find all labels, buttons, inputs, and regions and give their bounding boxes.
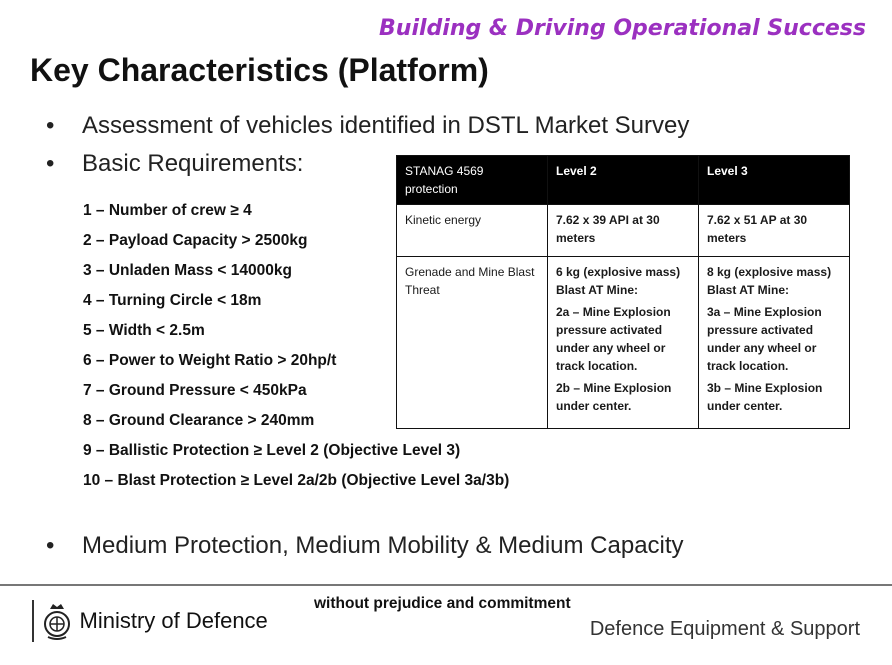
logo-divider: [32, 600, 34, 642]
cell-paragraph: 6 kg (explosive mass) Blast AT Mine:: [556, 265, 681, 297]
table-cell: [699, 257, 850, 429]
requirement-item: 10 – Blast Protection ≥ Level 2a/2b (Objective Level 3a/3b): [83, 472, 510, 489]
cell-paragraph: 2b – Mine Explosion under center.: [556, 381, 672, 413]
requirement-item: 8 – Ground Clearance > 240mm: [83, 412, 315, 429]
royal-crest-icon: [40, 601, 74, 641]
mod-name: Ministry of Defence: [79, 608, 268, 633]
page-title: Key Characteristics (Platform): [30, 52, 489, 88]
bullet-dot: •: [46, 150, 55, 177]
table-row: [397, 257, 850, 429]
table-cell: 7.62 x 39 API at 30 meters: [548, 205, 699, 257]
bullet-basic-requirements: [46, 150, 303, 178]
table-header-cell: Level 3: [699, 156, 850, 205]
cell-paragraph: 8 kg (explosive mass) Blast AT Mine:: [707, 265, 832, 297]
requirement-item: 5 – Width < 2.5m: [83, 322, 205, 339]
bullet-text: Assessment of vehicles identified in DSTL Market Survey: [82, 112, 690, 139]
requirement-item: 1 – Number of crew ≥ 4: [83, 202, 252, 219]
bullet-medium: [46, 532, 684, 560]
stanag-table: [396, 155, 850, 429]
requirement-item: 7 – Ground Pressure < 450kPa: [83, 382, 307, 399]
mod-logo: [32, 600, 268, 642]
cell-paragraph: 2a – Mine Explosion pressure activated under any wheel or track location.: [556, 305, 671, 373]
table-cell: Grenade and Mine Blast Threat: [397, 257, 548, 429]
des-name: Defence Equipment & Support: [589, 618, 860, 640]
table-header-cell: STANAG 4569 protection: [397, 156, 548, 205]
table-row: [397, 205, 850, 257]
tagline: Building & Driving Operational Success: [379, 16, 866, 41]
bullet-text: Medium Protection, Medium Mobility & Medium Capacity: [82, 532, 684, 559]
requirement-item: 9 – Ballistic Protection ≥ Level 2 (Objective Level 3): [83, 442, 461, 459]
footer-divider: [0, 584, 892, 586]
bullet-text: Basic Requirements:: [82, 150, 304, 177]
cell-paragraph: 3b – Mine Explosion under center.: [707, 381, 823, 413]
requirement-item: 6 – Power to Weight Ratio > 20hp/t: [83, 352, 337, 369]
bullet-assessment: [46, 112, 689, 140]
table-header-cell: Level 2: [548, 156, 699, 205]
cell-paragraph: 3a – Mine Explosion pressure activated under any wheel or track location.: [707, 305, 822, 373]
footer-note: without prejudice and commitment: [314, 595, 571, 612]
requirement-item: 4 – Turning Circle < 18m: [83, 292, 262, 309]
table-cell: Kinetic energy: [397, 205, 548, 257]
requirement-item: 3 – Unladen Mass < 14000kg: [83, 262, 292, 279]
bullet-dot: •: [46, 532, 55, 559]
table-header-row: [397, 156, 850, 205]
table-cell: [548, 257, 699, 429]
table-cell: 7.62 x 51 AP at 30 meters: [699, 205, 850, 257]
requirement-item: 2 – Payload Capacity > 2500kg: [83, 232, 308, 249]
bullet-dot: •: [46, 112, 55, 139]
